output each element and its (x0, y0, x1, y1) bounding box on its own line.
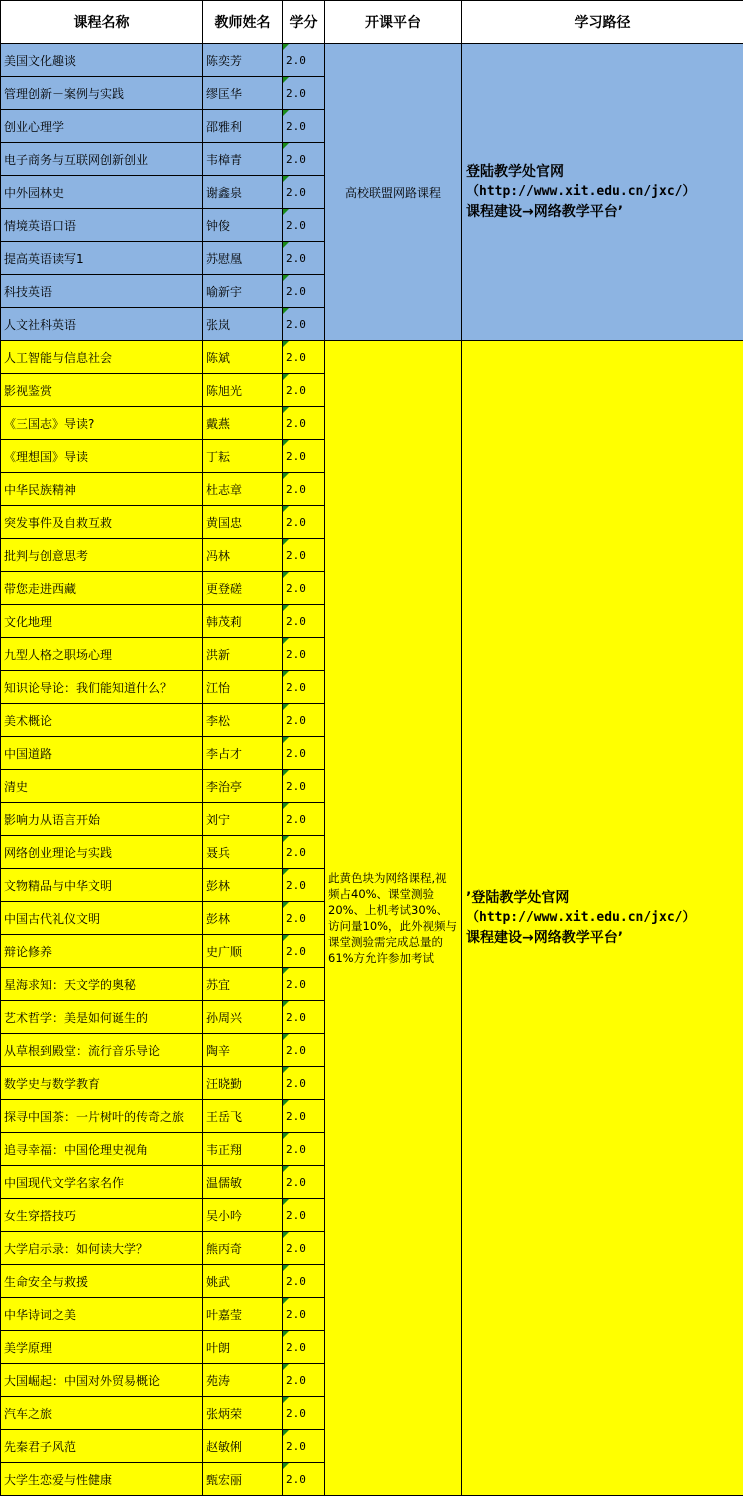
credit-cell: 2.0 (283, 1199, 325, 1232)
teacher-name-cell: 甄宏丽 (203, 1463, 283, 1496)
course-name-cell: 文化地理 (1, 605, 203, 638)
course-name-cell: 中国古代礼仪文明 (1, 902, 203, 935)
credit-cell: 2.0 (283, 1298, 325, 1331)
credit-cell: 2.0 (283, 836, 325, 869)
course-name-cell: 影视鉴赏 (1, 374, 203, 407)
credit-cell: 2.0 (283, 308, 325, 341)
teacher-name-cell: 江怡 (203, 671, 283, 704)
credit-cell: 2.0 (283, 671, 325, 704)
teacher-name-cell: 李松 (203, 704, 283, 737)
credit-cell: 2.0 (283, 176, 325, 209)
teacher-name-cell: 史广顺 (203, 935, 283, 968)
course-name-cell: 突发事件及自救互救 (1, 506, 203, 539)
teacher-name-cell: 喻新宇 (203, 275, 283, 308)
teacher-name-cell: 苏慰凰 (203, 242, 283, 275)
course-name-cell: 辩论修养 (1, 935, 203, 968)
teacher-name-cell: 陶辛 (203, 1034, 283, 1067)
teacher-name-cell: 邵雅利 (203, 110, 283, 143)
header-path: 学习路径 (462, 1, 743, 44)
course-name-cell: 中华民族精神 (1, 473, 203, 506)
course-name-cell: 清史 (1, 770, 203, 803)
header-row (1, 1, 743, 44)
credit-cell: 2.0 (283, 1265, 325, 1298)
header-credit: 学分 (283, 1, 325, 44)
teacher-name-cell: 王岳飞 (203, 1100, 283, 1133)
platform-note-cell: 此黄色块为网络课程,视频占40%、课堂测验20%、上机考试30%、访问量10%，此外视频与课堂测验需完成总量的61%方允许参加考试 (325, 341, 462, 1496)
credit-cell: 2.0 (283, 605, 325, 638)
teacher-name-cell: 聂兵 (203, 836, 283, 869)
credit-cell: 2.0 (283, 242, 325, 275)
course-name-cell: 电子商务与互联网创新创业 (1, 143, 203, 176)
course-name-cell: 人文社科英语 (1, 308, 203, 341)
credit-cell: 2.0 (283, 1397, 325, 1430)
table-row (1, 341, 743, 374)
teacher-name-cell: 丁耘 (203, 440, 283, 473)
teacher-name-cell: 韦樟青 (203, 143, 283, 176)
teacher-name-cell: 黄国忠 (203, 506, 283, 539)
course-name-cell: 九型人格之职场心理 (1, 638, 203, 671)
credit-cell: 2.0 (283, 1364, 325, 1397)
course-name-cell: 中外园林史 (1, 176, 203, 209)
study-path-cell-blue (462, 44, 743, 341)
path-steps: 课程建设→网络教学平台’ (466, 930, 624, 946)
course-name-cell: 生命安全与救援 (1, 1265, 203, 1298)
teacher-name-cell: 韩茂莉 (203, 605, 283, 638)
course-name-cell: 中华诗词之美 (1, 1298, 203, 1331)
course-name-cell: 星海求知：天文学的奥秘 (1, 968, 203, 1001)
credit-cell: 2.0 (283, 968, 325, 1001)
course-name-cell: 汽车之旅 (1, 1397, 203, 1430)
teacher-name-cell: 李治亭 (203, 770, 283, 803)
teacher-name-cell: 冯林 (203, 539, 283, 572)
credit-cell: 2.0 (283, 1463, 325, 1496)
credit-cell: 2.0 (283, 572, 325, 605)
course-name-cell: 美学原理 (1, 1331, 203, 1364)
teacher-name-cell: 杜志章 (203, 473, 283, 506)
teacher-name-cell: 洪新 (203, 638, 283, 671)
course-name-cell: 文物精品与中华文明 (1, 869, 203, 902)
course-name-cell: 探寻中国茶：一片树叶的传奇之旅 (1, 1100, 203, 1133)
course-name-cell: 美国文化趣谈 (1, 44, 203, 77)
credit-cell: 2.0 (283, 539, 325, 572)
credit-cell: 2.0 (283, 44, 325, 77)
table-body (1, 44, 743, 1496)
course-name-cell: 先秦君子风范 (1, 1430, 203, 1463)
header-platform: 开课平台 (325, 1, 462, 44)
teacher-name-cell: 吴小吟 (203, 1199, 283, 1232)
path-title: 登陆教学处官网 (466, 164, 564, 180)
credit-cell: 2.0 (283, 902, 325, 935)
credit-cell: 2.0 (283, 1430, 325, 1463)
course-name-cell: 网络创业理论与实践 (1, 836, 203, 869)
teacher-name-cell: 苑涛 (203, 1364, 283, 1397)
course-name-cell: 数学史与数学教育 (1, 1067, 203, 1100)
credit-cell: 2.0 (283, 737, 325, 770)
credit-cell: 2.0 (283, 935, 325, 968)
header-teacher: 教师姓名 (203, 1, 283, 44)
course-name-cell: 人工智能与信息社会 (1, 341, 203, 374)
teacher-name-cell: 熊丙奇 (203, 1232, 283, 1265)
teacher-name-cell: 苏宜 (203, 968, 283, 1001)
teacher-name-cell: 钟俊 (203, 209, 283, 242)
teacher-name-cell: 张岚 (203, 308, 283, 341)
path-url[interactable]: （http://www.xit.edu.cn/jxc/） (466, 910, 696, 925)
course-name-cell: 《理想国》导读 (1, 440, 203, 473)
path-url[interactable]: （http://www.xit.edu.cn/jxc/） (466, 184, 696, 199)
credit-cell: 2.0 (283, 1034, 325, 1067)
course-name-cell: 追寻幸福：中国伦理史视角 (1, 1133, 203, 1166)
course-name-cell: 带您走进西藏 (1, 572, 203, 605)
credit-cell: 2.0 (283, 1232, 325, 1265)
course-name-cell: 大学生恋爱与性健康 (1, 1463, 203, 1496)
teacher-name-cell: 李占才 (203, 737, 283, 770)
credit-cell: 2.0 (283, 473, 325, 506)
teacher-name-cell: 戴燕 (203, 407, 283, 440)
path-steps: 课程建设→网络教学平台’ (466, 204, 624, 220)
teacher-name-cell: 更登磋 (203, 572, 283, 605)
teacher-name-cell: 韦正翔 (203, 1133, 283, 1166)
credit-cell: 2.0 (283, 341, 325, 374)
course-name-cell: 情境英语口语 (1, 209, 203, 242)
credit-cell: 2.0 (283, 803, 325, 836)
teacher-name-cell: 温儒敏 (203, 1166, 283, 1199)
course-name-cell: 中国现代文学名家名作 (1, 1166, 203, 1199)
table-row (1, 44, 743, 77)
credit-cell: 2.0 (283, 440, 325, 473)
course-name-cell: 影响力从语言开始 (1, 803, 203, 836)
study-path-cell-yellow (462, 341, 743, 1496)
teacher-name-cell: 缪匡华 (203, 77, 283, 110)
credit-cell: 2.0 (283, 1331, 325, 1364)
course-name-cell: 女生穿搭技巧 (1, 1199, 203, 1232)
course-name-cell: 大学启示录：如何读大学？ (1, 1232, 203, 1265)
teacher-name-cell: 孙周兴 (203, 1001, 283, 1034)
credit-cell: 2.0 (283, 704, 325, 737)
teacher-name-cell: 姚武 (203, 1265, 283, 1298)
credit-cell: 2.0 (283, 407, 325, 440)
teacher-name-cell: 赵敏俐 (203, 1430, 283, 1463)
credit-cell: 2.0 (283, 770, 325, 803)
teacher-name-cell: 陈斌 (203, 341, 283, 374)
credit-cell: 2.0 (283, 275, 325, 308)
credit-cell: 2.0 (283, 209, 325, 242)
platform-cell-alliance: 高校联盟网路课程 (325, 44, 462, 341)
course-name-cell: 科技英语 (1, 275, 203, 308)
credit-cell: 2.0 (283, 77, 325, 110)
course-name-cell: 管理创新－案例与实践 (1, 77, 203, 110)
teacher-name-cell: 谢鑫泉 (203, 176, 283, 209)
teacher-name-cell: 陈奕芳 (203, 44, 283, 77)
course-name-cell: 中国道路 (1, 737, 203, 770)
teacher-name-cell: 张炳荣 (203, 1397, 283, 1430)
teacher-name-cell: 叶嘉莹 (203, 1298, 283, 1331)
credit-cell: 2.0 (283, 110, 325, 143)
course-name-cell: 创业心理学 (1, 110, 203, 143)
credit-cell: 2.0 (283, 1001, 325, 1034)
course-name-cell: 批判与创意思考 (1, 539, 203, 572)
teacher-name-cell: 彭林 (203, 902, 283, 935)
teacher-name-cell: 刘宁 (203, 803, 283, 836)
credit-cell: 2.0 (283, 1100, 325, 1133)
teacher-name-cell: 陈旭光 (203, 374, 283, 407)
course-name-cell: 提高英语读写1 (1, 242, 203, 275)
credit-cell: 2.0 (283, 1133, 325, 1166)
teacher-name-cell: 彭林 (203, 869, 283, 902)
credit-cell: 2.0 (283, 869, 325, 902)
credit-cell: 2.0 (283, 1166, 325, 1199)
teacher-name-cell: 汪晓勤 (203, 1067, 283, 1100)
credit-cell: 2.0 (283, 506, 325, 539)
teacher-name-cell: 叶朗 (203, 1331, 283, 1364)
course-name-cell: 从草根到殿堂：流行音乐导论 (1, 1034, 203, 1067)
credit-cell: 2.0 (283, 638, 325, 671)
credit-cell: 2.0 (283, 1067, 325, 1100)
course-name-cell: 知识论导论：我们能知道什么？ (1, 671, 203, 704)
course-name-cell: 大国崛起：中国对外贸易概论 (1, 1364, 203, 1397)
credit-cell: 2.0 (283, 374, 325, 407)
course-name-cell: 美术概论 (1, 704, 203, 737)
header-course: 课程名称 (1, 1, 203, 44)
course-name-cell: 艺术哲学：美是如何诞生的 (1, 1001, 203, 1034)
course-name-cell: 《三国志》导读? (1, 407, 203, 440)
path-title: ’登陆教学处官网 (466, 890, 570, 906)
credit-cell: 2.0 (283, 143, 325, 176)
